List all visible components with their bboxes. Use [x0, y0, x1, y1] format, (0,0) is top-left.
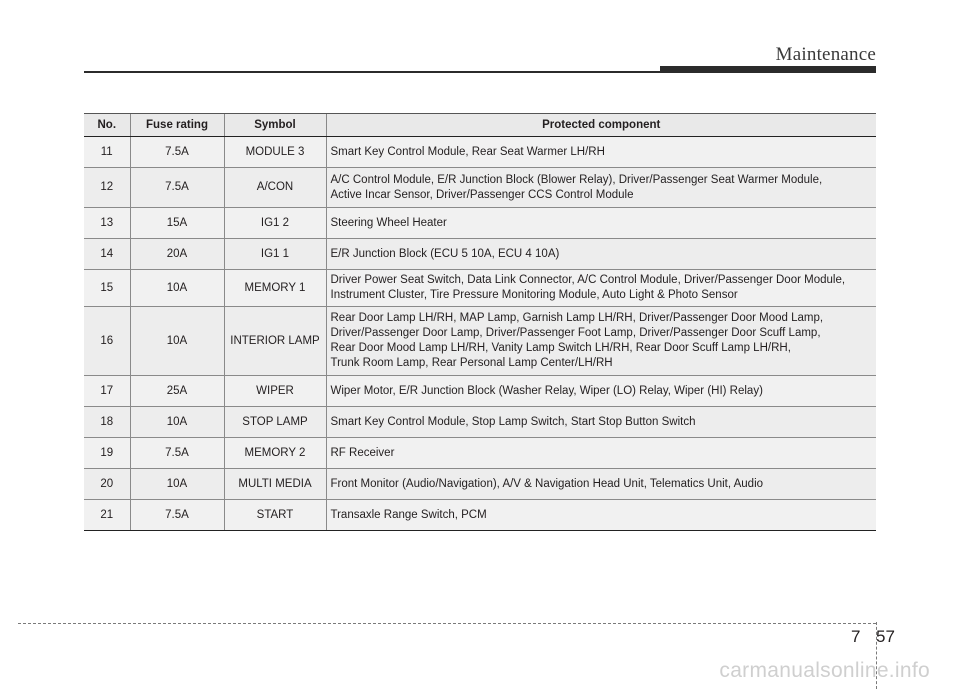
- cell-no: 15: [84, 270, 130, 307]
- cell-symbol: MEMORY 1: [224, 270, 326, 307]
- page-number-value: 57: [876, 627, 895, 646]
- cell-symbol: MEMORY 2: [224, 438, 326, 469]
- cell-protected-component: Wiper Motor, E/R Junction Block (Washer Relay, Wiper (LO) Relay, Wiper (HI) Relay): [326, 376, 876, 407]
- footer-rule: [18, 623, 876, 624]
- cell-protected-component: Driver Power Seat Switch, Data Link Connector, A/C Control Module, Driver/Passenger Door Module, Instrument Cluster, Tire Pressure Monitoring Module, Auto Light & Photo Sensor: [326, 270, 876, 307]
- cell-protected-component: Smart Key Control Module, Rear Seat Warmer LH/RH: [326, 137, 876, 168]
- header-rule-thin: [84, 71, 660, 73]
- table-row: [84, 239, 876, 270]
- cell-no: 14: [84, 239, 130, 270]
- cell-protected-component: Transaxle Range Switch, PCM: [326, 500, 876, 531]
- column-header-symbol: Symbol: [224, 114, 326, 137]
- cell-symbol: INTERIOR LAMP: [224, 307, 326, 376]
- cell-fuse-rating: 10A: [130, 469, 224, 500]
- cell-fuse-rating: 7.5A: [130, 137, 224, 168]
- cell-no: 19: [84, 438, 130, 469]
- column-header-no: No.: [84, 114, 130, 137]
- cell-protected-component: Steering Wheel Heater: [326, 208, 876, 239]
- cell-symbol: STOP LAMP: [224, 407, 326, 438]
- table-row: [84, 208, 876, 239]
- cell-no: 12: [84, 168, 130, 208]
- cell-no: 13: [84, 208, 130, 239]
- cell-no: 17: [84, 376, 130, 407]
- cell-fuse-rating: 7.5A: [130, 500, 224, 531]
- cell-fuse-rating: 10A: [130, 307, 224, 376]
- cell-no: 11: [84, 137, 130, 168]
- cell-symbol: IG1 1: [224, 239, 326, 270]
- cell-fuse-rating: 7.5A: [130, 438, 224, 469]
- table-row: [84, 500, 876, 531]
- cell-protected-component: E/R Junction Block (ECU 5 10A, ECU 4 10A): [326, 239, 876, 270]
- section-title: Maintenance: [775, 44, 876, 65]
- cell-symbol: IG1 2: [224, 208, 326, 239]
- cell-protected-component: Rear Door Lamp LH/RH, MAP Lamp, Garnish Lamp LH/RH, Driver/Passenger Door Mood Lamp, Driver/Passenger Door Lamp, Driver/Passenger Foot Lamp, Driver/Passenger Door Scuff Lamp, Rear Door Mood Lamp LH/RH, Vanity Lamp Switch LH/RH, Rear Door Scuff Lamp LH/RH, Trunk Room Lamp, Rear Personal Lamp Center/LH/RH: [326, 307, 876, 376]
- cell-fuse-rating: 10A: [130, 407, 224, 438]
- fuse-table: [84, 113, 876, 531]
- chapter-number: 7: [851, 627, 861, 646]
- column-header-fuse-rating: Fuse rating: [130, 114, 224, 137]
- table-row: [84, 137, 876, 168]
- table-row: [84, 407, 876, 438]
- cell-no: 16: [84, 307, 130, 376]
- table-row: [84, 438, 876, 469]
- table-row: [84, 168, 876, 208]
- cell-fuse-rating: 15A: [130, 208, 224, 239]
- cell-fuse-rating: 10A: [130, 270, 224, 307]
- cell-fuse-rating: 7.5A: [130, 168, 224, 208]
- cell-fuse-rating: 20A: [130, 239, 224, 270]
- cell-symbol: START: [224, 500, 326, 531]
- cell-symbol: MODULE 3: [224, 137, 326, 168]
- table-header-row: [84, 114, 876, 137]
- cell-no: 20: [84, 469, 130, 500]
- header-rule-thick: [660, 66, 876, 73]
- cell-fuse-rating: 25A: [130, 376, 224, 407]
- cell-protected-component: RF Receiver: [326, 438, 876, 469]
- table-row: [84, 376, 876, 407]
- cell-symbol: A/CON: [224, 168, 326, 208]
- watermark: carmanualsonline.info: [719, 659, 930, 682]
- cell-symbol: MULTI MEDIA: [224, 469, 326, 500]
- table-row: [84, 307, 876, 376]
- column-header-protected-component: Protected component: [326, 114, 876, 137]
- table-row: [84, 270, 876, 307]
- cell-symbol: WIPER: [224, 376, 326, 407]
- cell-protected-component: Front Monitor (Audio/Navigation), A/V & Navigation Head Unit, Telematics Unit, Audio: [326, 469, 876, 500]
- cell-no: 21: [84, 500, 130, 531]
- cell-no: 18: [84, 407, 130, 438]
- cell-protected-component: Smart Key Control Module, Stop Lamp Switch, Start Stop Button Switch: [326, 407, 876, 438]
- table-row: [84, 469, 876, 500]
- cell-protected-component: A/C Control Module, E/R Junction Block (Blower Relay), Driver/Passenger Seat Warmer Module, Active Incar Sensor, Driver/Passenger CCS Control Module: [326, 168, 876, 208]
